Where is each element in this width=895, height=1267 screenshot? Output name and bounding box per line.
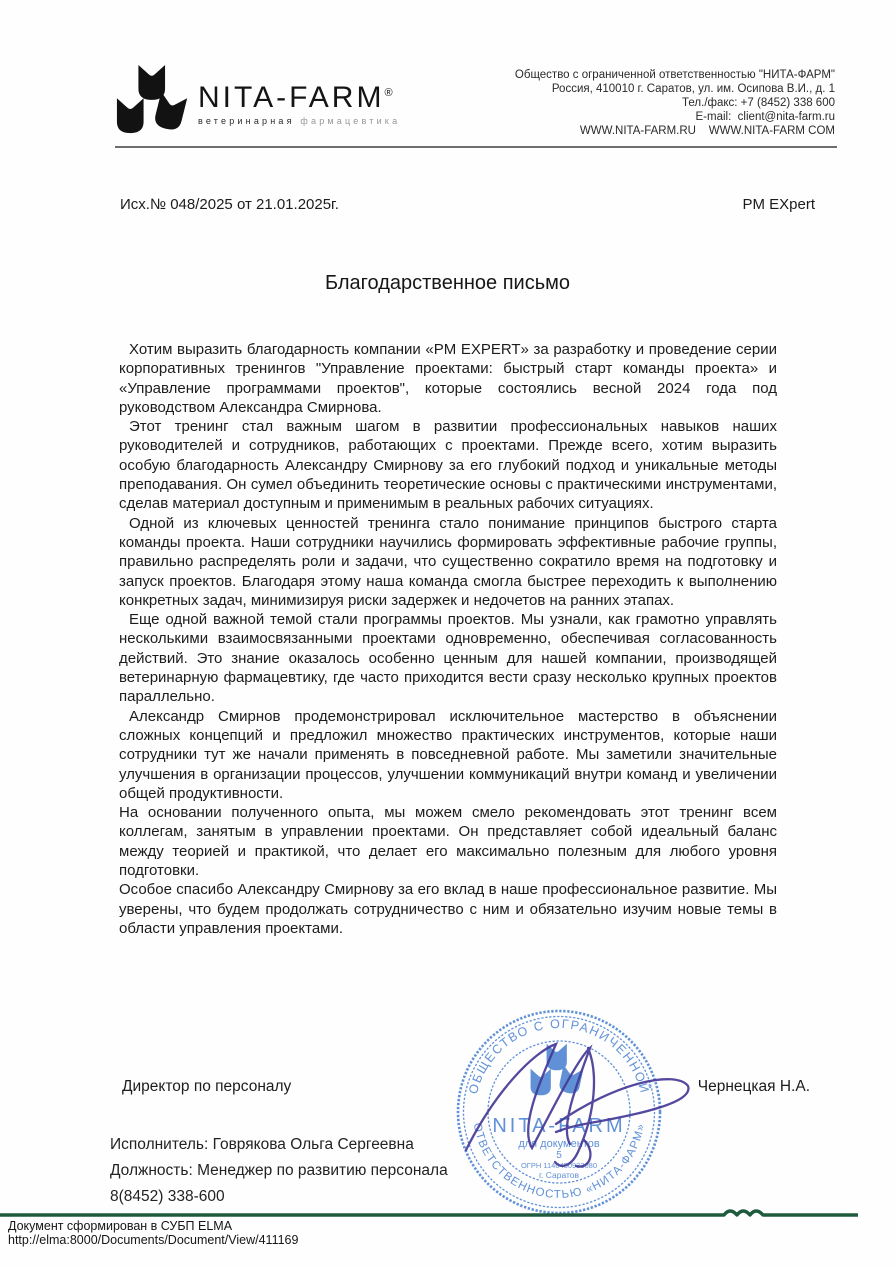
paragraph: Одной из ключевых ценностей тренинга стало понимание принципов быстрого старта команды проекта. Наши сотрудники научились формировать эффективные рабочие группы, правильно распределять роли и задачи, что существенно сократило время на подготовку и запуск проектов. Благодаря этому наша команда смогла быстрее переходить к выполнению конкретных задач, минимизируя риски задержек и недочетов на ранних этапах. — [119, 514, 777, 609]
signer-name: Чернецкая Н.А. — [697, 1078, 810, 1095]
executor-block — [110, 1132, 448, 1210]
footer-url-line: http://elma:8000/Documents/Document/View/411169 — [8, 1233, 299, 1247]
executor-position-line: Должность: Менеджер по развитию персонала — [110, 1162, 448, 1179]
nita-farm-cats-icon — [112, 64, 190, 146]
company-address-line: Россия, 410010 г. Саратов, ул. им. Осипова В.И., д. 1 — [551, 83, 835, 95]
company-web-line: WWW.NITA-FARM.RU WWW.NITA-FARM COM — [579, 125, 835, 137]
company-info-block — [515, 68, 835, 138]
stamp-line1: для документов — [518, 1138, 600, 1150]
company-logo — [112, 64, 400, 146]
signer-position: Директор по персоналу — [122, 1078, 292, 1095]
stamp-line3: ОГРН 1146450933080 — [520, 1161, 598, 1170]
stamp-line4: г. Саратов — [538, 1170, 580, 1180]
paragraph: На основании полученного опыта, мы можем смело рекомендовать этот тренинг всем коллегам, занятым в управлении проектами. Он представляет собой идеальный баланс между теорией и практикой, что делает его максимально полезным для любого уровня подготовки. — [119, 804, 777, 880]
stamp-line2: 5 — [556, 1150, 562, 1161]
document-title: Благодарственное письмо — [324, 272, 571, 294]
handwritten-signature — [438, 1028, 713, 1188]
stamp-ring-bottom-text: ОТВЕТСТВЕННОСТЬЮ «НИТА-ФАРМ» — [470, 1122, 648, 1202]
recipient-name: PM EXpert — [742, 196, 815, 213]
paragraph: Этот тренинг стал важным шагом в развитии профессиональных навыков наших руководителей и сотрудников, работающих с проектами. Прежде всего, хотим выразить особую благодарность Александру Смирнову за его глубокий подход и уникальные методы преподавания. Он сумел объединить теоретические основы с практическими инструментами, сделав материал доступным и применимым в реальных рабочих ситуациях. — [119, 418, 777, 513]
signature-row — [122, 1078, 810, 1096]
registered-mark: ® — [384, 87, 393, 99]
paragraph: Александр Смирнов продемонстрировал исключительное мастерство в объяснении сложных концепций и предложил множество практических инструментов, которые наши сотрудники тут же начали применять в повседневной работе. Мы заметили значительные улучшения в организации процессов, улучшении коммуникаций внутри команд и увеличении общей продуктивности. — [119, 707, 777, 802]
executor-name-line: Исполнитель: Говрякова Ольга Сергеевна — [110, 1136, 414, 1153]
paragraph: Хотим выразить благодарность компании «PM EXPERT» за разработку и проведение серии корпоративных тренингов "Управление проектами: быстрый старт команды проекта» и «Управление программами проектов", которые состоялись весной 2024 года под руководством Александра Смирнова. — [119, 341, 777, 416]
company-phone-line: Тел./факс: +7 (8452) 338 600 — [682, 97, 835, 109]
stamp-ring-top-text: ОБЩЕСТВО С ОГРАНИЧЕННОЙ — [466, 1016, 652, 1096]
company-name-line: Общество с ограниченной ответственностью "НИТА-ФАРМ" — [514, 69, 835, 81]
footer-system-line: Документ сформирован в СУБП ELMA — [8, 1219, 233, 1233]
header-divider — [115, 146, 837, 148]
tagline-word2: фармацевтика — [300, 116, 401, 126]
logo-text — [198, 78, 400, 126]
logo-wordmark: NITA-FARM® — [198, 81, 393, 114]
executor-phone-line: 8(8452) 338-600 — [110, 1188, 225, 1205]
logo-tagline — [198, 116, 400, 126]
reference-row — [120, 196, 815, 213]
tagline-word1: ветеринарная — [198, 116, 295, 126]
paragraph: Особое спасибо Александру Смирнову за его вклад в наше профессиональное развитие. Мы уверены, что будем продолжать сотрудничество с ним и обязательно изучим новые темы в области управления проектами. — [119, 881, 777, 937]
stamp-brand-text: NITA-FARM — [492, 1115, 626, 1137]
paragraph: Еще одной важной темой стали программы проектов. Мы узнали, как грамотно управлять несколькими взаимосвязанными проектами одновременно, обеспечивая согласованность действий. Это знание оказалось особенно ценным для нашей компании, производящей ветеринарную фармацевтику, где часто приходится вести сразу несколько крупных проектов параллельно. — [119, 611, 777, 706]
footer-divider — [0, 1206, 895, 1220]
company-email-line: E-mail: client@nita-farm.ru — [695, 111, 835, 123]
outgoing-number: Исх.№ 048/2025 от 21.01.2025г. — [120, 196, 339, 213]
letter-body — [119, 340, 777, 938]
footer-text — [8, 1219, 298, 1247]
